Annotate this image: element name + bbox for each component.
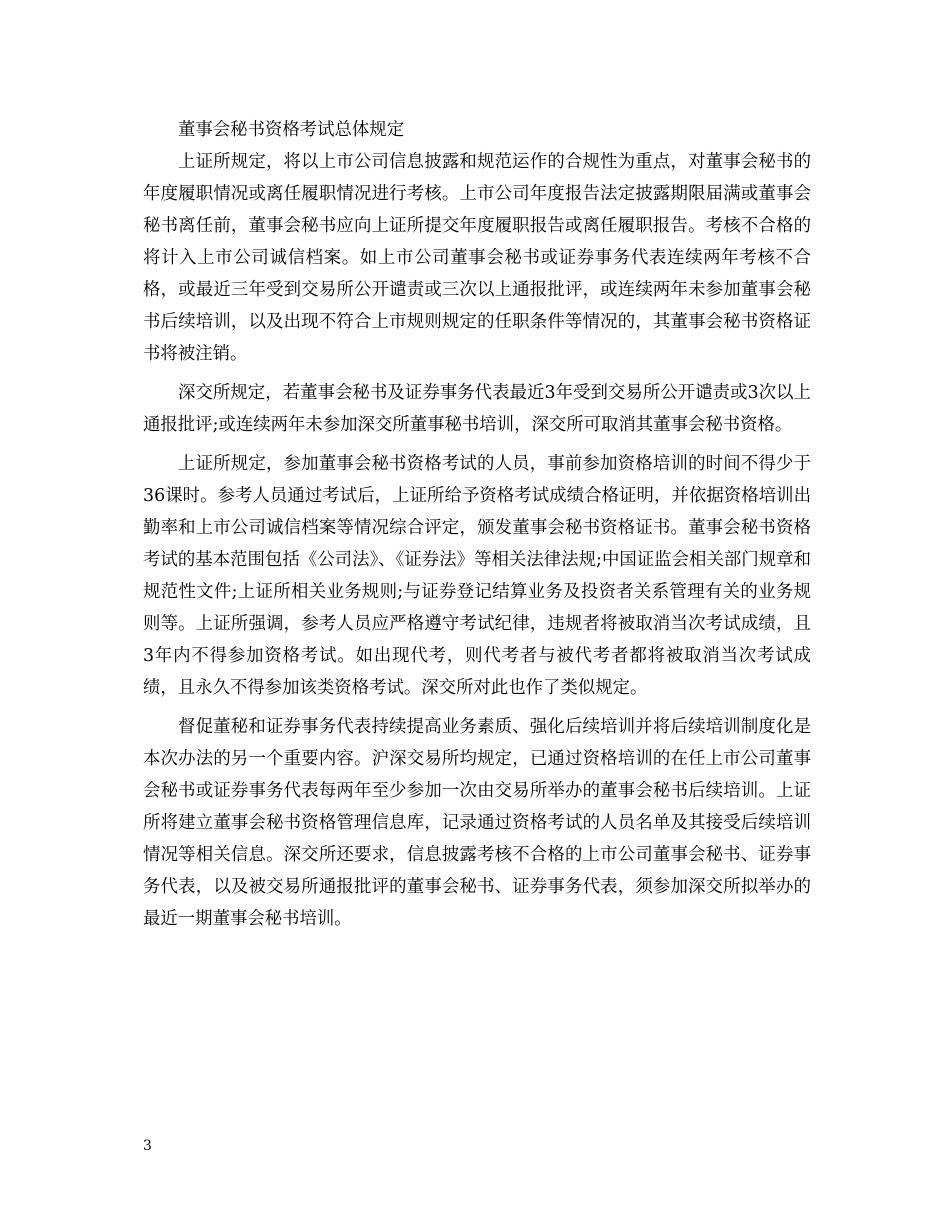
- paragraph-sse-assessment: 上证所规定，将以上市公司信息披露和规范运作的合规性为重点，对董事会秘书的年度履职情况或离任履职情况进行考核。上市公司年度报告法定披露期限届满或董事会秘书离任前，董事会秘书应向上证所提交年度履职报告或离任履职报告。考核不合格的将计入上市公司诚信档案。如上市公司董事会秘书或证券事务代表连续两年考核不合格，或最近三年受到交易所公开谴责或三次以上通报批评，或连续两年未参加董事会秘书后续培训，以及出现不符合上市规则规定的任职条件等情况的，其董事会秘书资格证书将被注销。: [143, 152, 811, 364]
- document-body: [143, 114, 811, 935]
- document-heading: 董事会秘书资格考试总体规定: [178, 120, 405, 140]
- paragraph-sse-exam-rules: 上证所规定，参加董事会秘书资格考试的人员，事前参加资格培训的时间不得少于36课时。参考人员通过考试后，上证所给予资格考试成绩合格证明，并依据资格培训出勤率和上市公司诚信档案等情况综合评定，颁发董事会秘书资格证书。董事会秘书资格考试的基本范围包括《公司法》、《证券法》等相关法律法规;中国证监会相关部门规章和规范性文件;上证所相关业务规则;与证券登记结算业务及投资者关系管理有关的业务规则等。上证所强调，参考人员应严格遵守考试纪律，违规者将被取消当次考试成绩，且3年内不得参加资格考试。如出现代考，则代考者与被代考者都将被取消当次考试成绩，且永久不得参加该类资格考试。深交所对此也作了类似规定。: [143, 454, 811, 698]
- page-number: 3: [143, 1138, 152, 1154]
- paragraph-continuing-training: 督促董秘和证券事务代表持续提高业务素质、强化后续培训并将后续培训制度化是本次办法的另一个重要内容。沪深交易所均规定，已通过资格培训的在任上市公司董事会秘书或证券事务代表每两年至少参加一次由交易所举办的董事会秘书后续培训。上证所将建立董事会秘书资格管理信息库，记录通过资格考试的人员名单及其接受后续培训情况等相关信息。深交所还要求，信息披露考核不合格的上市公司董事会秘书、证券事务代表，以及被交易所通报批评的董事会秘书、证券事务代表，须参加深交所拟举办的最近一期董事会秘书培训。: [143, 717, 811, 929]
- paragraph-szse-disqualification: 深交所规定，若董事会秘书及证券事务代表最近3年受到交易所公开谴责或3次以上通报批评;或连续两年未参加深交所董事秘书培训，深交所可取消其董事会秘书资格。: [143, 383, 811, 435]
